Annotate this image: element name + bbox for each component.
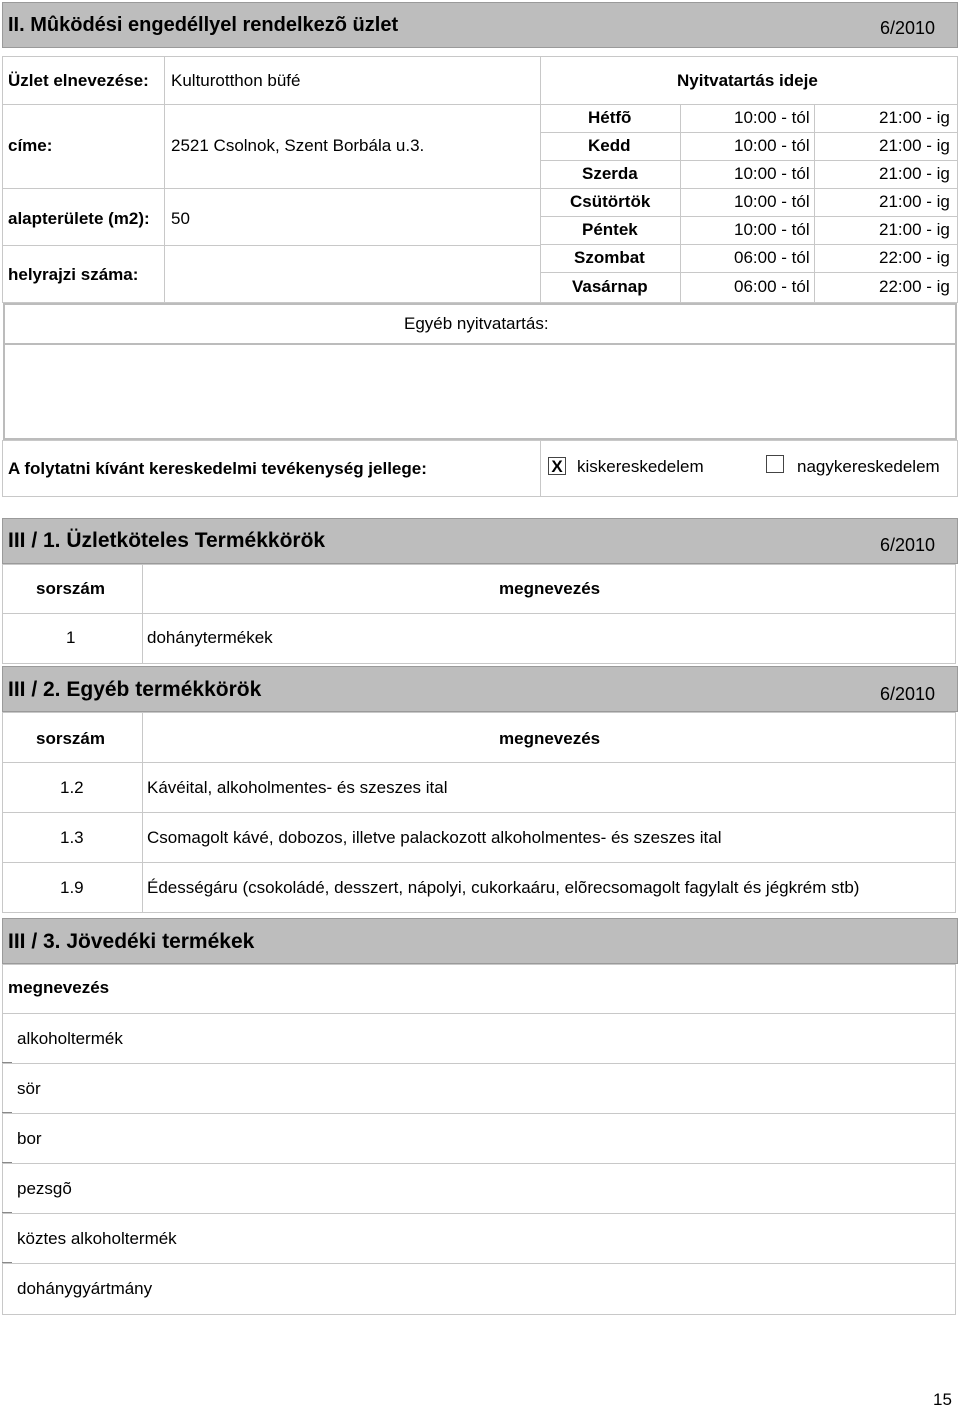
section-code: 6/2010 — [880, 18, 936, 38]
hours-from: 10:00 - tól — [734, 220, 810, 239]
excise-item: pezsgõ — [17, 1179, 72, 1198]
hours-to: 21:00 - ig — [879, 220, 950, 239]
row-name: Kávéital, alkoholmentes- és szeszes ital — [147, 778, 448, 797]
row-marker — [2, 1162, 12, 1163]
excise-item: köztes alkoholtermék — [17, 1229, 177, 1248]
hours-day: Hétfõ — [588, 108, 632, 127]
row-name: Édességáru (csokoládé, desszert, nápolyi, cukorkaáru, elõrecsomagolt fagylalt és jégkrém stb) — [147, 878, 860, 897]
retail-label: kiskereskedelem — [577, 457, 704, 476]
row-marker — [2, 1112, 12, 1113]
excise-item: bor — [17, 1129, 42, 1148]
section-title: III / 3. Jövedéki termékek — [8, 930, 255, 953]
hours-to: 21:00 - ig — [879, 192, 950, 211]
column-header-name: megnevezés — [499, 729, 601, 748]
hours-day: Kedd — [588, 136, 631, 155]
hours-from: 06:00 - tól — [734, 277, 810, 296]
column-header-name: megnevezés — [499, 579, 601, 598]
licensed-products-table — [2, 564, 956, 664]
row-name: Csomagolt kávé, dobozos, illetve palackozott alkoholmentes- és szeszes ital — [147, 828, 722, 847]
row-name: dohánytermékek — [147, 628, 273, 647]
area-value: 50 — [171, 209, 190, 228]
activity-label: A folytatni kívánt kereskedelmi tevékenység jellege: — [8, 459, 427, 478]
retail-checkbox[interactable]: X — [548, 457, 566, 475]
hours-from: 10:00 - tól — [734, 164, 810, 183]
opening-hours-title: Nyitvatartás ideje — [677, 71, 818, 90]
hours-from: 10:00 - tól — [734, 136, 810, 155]
row-marker — [2, 1062, 12, 1063]
hours-to: 21:00 - ig — [879, 164, 950, 183]
column-header-name: megnevezés — [8, 978, 110, 997]
hours-day: Szombat — [574, 248, 645, 267]
row-number: 1.9 — [60, 878, 84, 897]
row-number: 1 — [66, 628, 76, 647]
shop-name-value: Kulturotthon büfé — [171, 71, 301, 90]
hours-day: Péntek — [582, 220, 638, 239]
hours-to: 22:00 - ig — [879, 277, 950, 296]
hours-to: 21:00 - ig — [879, 136, 950, 155]
address-value: 2521 Csolnok, Szent Borbála u.3. — [171, 136, 425, 155]
excise-item: dohánygyártmány — [17, 1279, 153, 1298]
row-number: 1.2 — [60, 778, 84, 797]
section-title: III / 1. Üzletköteles Termékkörök — [8, 529, 326, 552]
other-hours-label: Egyéb nyitvatartás: — [404, 314, 549, 333]
hours-from: 10:00 - tól — [734, 192, 810, 211]
wholesale-checkbox[interactable] — [766, 455, 784, 473]
column-header-number: sorszám — [36, 729, 105, 748]
address-label: címe: — [8, 136, 53, 155]
row-marker — [2, 1212, 12, 1213]
area-label: alapterülete (m2): — [8, 209, 150, 228]
row-marker — [2, 1262, 12, 1263]
section-code: 6/2010 — [880, 535, 936, 555]
hours-to: 21:00 - ig — [879, 108, 950, 127]
page-number: 15 — [933, 1390, 952, 1409]
column-header-number: sorszám — [36, 579, 105, 598]
section-title: II. Mûködési engedéllyel rendelkezõ üzlet — [8, 14, 399, 36]
parcel-label: helyrajzi száma: — [8, 265, 139, 284]
section-title: III / 2. Egyéb termékkörök — [8, 678, 262, 701]
hours-day: Csütörtök — [570, 192, 651, 211]
hours-from: 06:00 - tól — [734, 248, 810, 267]
hours-from: 10:00 - tól — [734, 108, 810, 127]
shop-name-label: Üzlet elnevezése: — [8, 71, 149, 90]
excise-item: alkoholtermék — [17, 1029, 123, 1048]
wholesale-label: nagykereskedelem — [797, 457, 940, 476]
hours-day: Vasárnap — [572, 277, 648, 296]
row-number: 1.3 — [60, 828, 84, 847]
section-code: 6/2010 — [880, 684, 936, 704]
hours-day: Szerda — [582, 164, 638, 183]
excise-item: sör — [17, 1079, 41, 1098]
hours-to: 22:00 - ig — [879, 248, 950, 267]
